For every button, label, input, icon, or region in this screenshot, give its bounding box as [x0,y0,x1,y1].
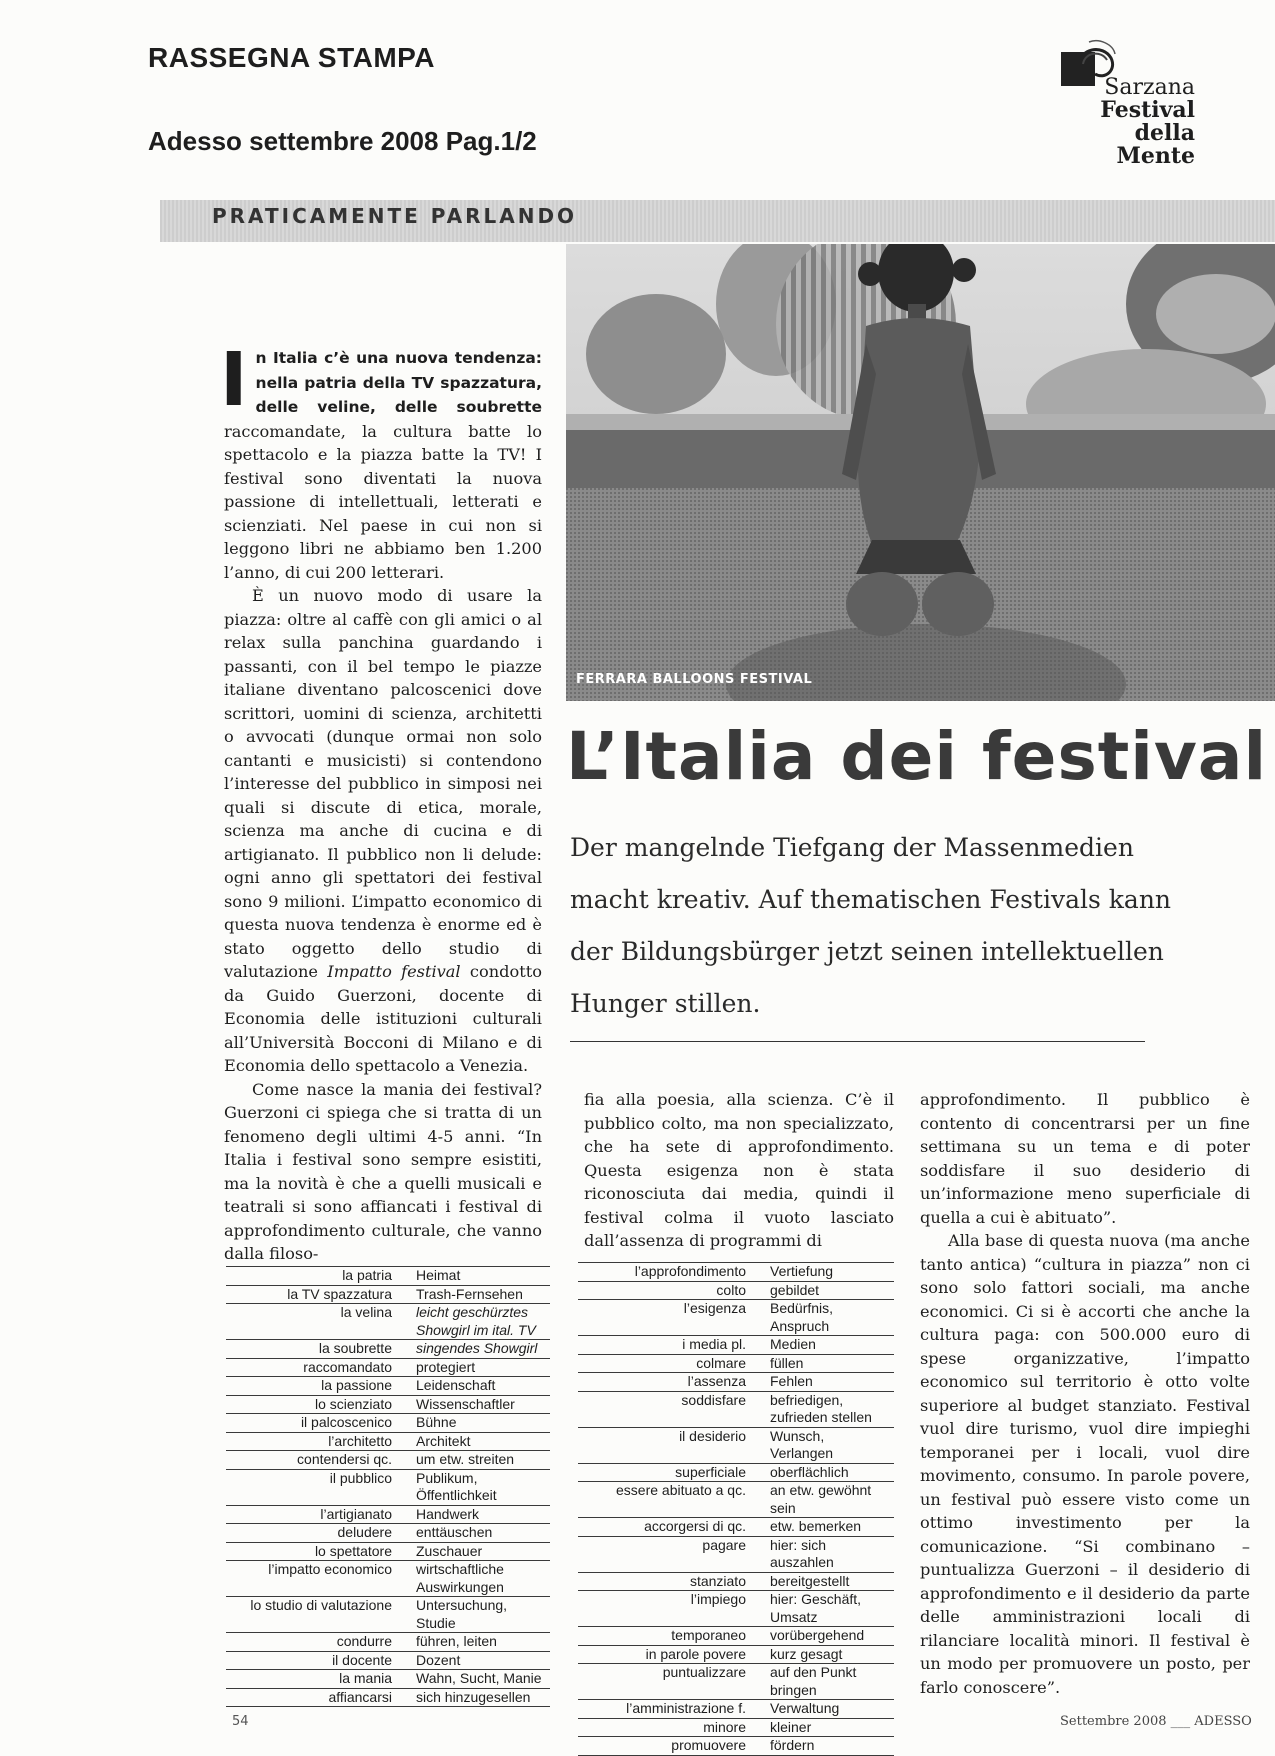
paragraph-1 [220,337,542,584]
glossary-term: l’impiego [578,1591,760,1627]
glossary-row [578,1281,894,1300]
glossary-row [578,1591,894,1627]
glossary-translation: wirtschaftliche Auswirkungen [406,1561,550,1597]
glossary-row [578,1391,894,1427]
glossary-term: l’assenza [578,1373,760,1392]
glossary-row [578,1263,894,1282]
glossary-translation: protegiert [406,1358,550,1377]
glossary-term: superficiale [578,1463,760,1482]
glossary-translation: Bedürfnis, Anspruch [760,1300,894,1336]
lead-text: n Italia c’è una nuova tendenza: nella patria della TV spazzatura, delle veline, delle soubrette [255,349,542,416]
glossary-row [226,1432,550,1451]
glossary-translation: Fehlen [760,1373,894,1392]
glossary-row [578,1627,894,1646]
photo-caption: FERRARA BALLOONS FESTIVAL [576,672,813,687]
glossary-translation: etw. bemerken [760,1518,894,1537]
glossary-term: minore [578,1718,760,1737]
glossary-row [578,1518,894,1537]
glossary-term: l’esigenza [578,1300,760,1336]
glossary-term: lo scienziato [226,1395,406,1414]
glossary-row [578,1463,894,1482]
glossary-translation: Wahn, Sucht, Manie [406,1670,550,1689]
glossary-translation: Heimat [406,1267,550,1286]
glossary-row [226,1505,550,1524]
glossary-row [578,1664,894,1700]
glossary-row [226,1524,550,1543]
glossary-term: l’impatto economico [226,1561,406,1597]
glossary-translation: Wunsch, Verlangen [760,1427,894,1463]
glossary-term: temporaneo [578,1627,760,1646]
glossary-translation: Bühne [406,1414,550,1433]
glossary-row [226,1451,550,1470]
glossary-translation: um etw. streiten [406,1451,550,1470]
glossary-term: l’artigianato [226,1505,406,1524]
glossary-translation: auf den Punkt bringen [760,1664,894,1700]
glossary-translation: gebildet [760,1281,894,1300]
glossary-term: pagare [578,1536,760,1572]
glossary-term: colto [578,1281,760,1300]
glossary-translation: kleiner [760,1718,894,1737]
glossary-term: colmare [578,1354,760,1373]
glossary-row [226,1304,550,1340]
glossary-row [226,1688,550,1707]
article-subheading: Der mangelnde Tiefgang der Massenmedien macht kreativ. Auf thematischen Festivals kann der Bildungsbürger jetzt seinen intellektuellen Hunger stillen. [570,833,1172,1018]
glossary-translation: Leidenschaft [406,1377,550,1396]
glossary-left [226,1266,550,1707]
subhead-divider [570,1041,1145,1042]
glossary-term: lo spettatore [226,1542,406,1561]
glossary-translation: befriedigen, zufrieden stellen [760,1391,894,1427]
glossary-row [578,1427,894,1463]
glossary-term: la soubrette [226,1340,406,1359]
glossary-term: il palcoscenico [226,1414,406,1433]
glossary-term: l’amministrazione f. [578,1700,760,1719]
glossary-row [226,1414,550,1433]
glossary-translation: sich hinzugesellen [406,1688,550,1707]
glossary-translation: vorübergehend [760,1627,894,1646]
logo-line-festival: Festival [1100,97,1195,123]
glossary-translation: an etw. gewöhnt sein [760,1482,894,1518]
glossary-row [578,1718,894,1737]
glossary-translation: oberflächlich [760,1463,894,1482]
article-column-3 [920,1088,1250,1699]
glossary-row [226,1542,550,1561]
glossary-row [226,1340,550,1359]
glossary-translation: Vertiefung [760,1263,894,1282]
glossary-term: stanziato [578,1572,760,1591]
study-title: Impatto festival [327,962,461,981]
glossary-term: l’approfondimento [578,1263,760,1282]
glossary-row [226,1395,550,1414]
glossary-translation: füllen [760,1354,894,1373]
glossary-row [578,1700,894,1719]
glossary-term: l’architetto [226,1432,406,1451]
glossary-row [578,1482,894,1518]
glossary-translation: Verwaltung [760,1700,894,1719]
press-review-title: RASSEGNA STAMPA [148,42,435,73]
glossary-term: deludere [226,1524,406,1543]
glossary-row [226,1597,550,1633]
glossary-row [226,1358,550,1377]
paragraph-2: È un nuovo modo di usare la piazza: oltre al caffè con gli amici o al relax sulla panchina guardando i passanti, con il bel tempo le piazze italiane diventano palcoscenici dove scrittori, uomini di scienza, architetti o avvocati (dunque ormai non solo cantanti e musicisti) si contendono l’interesse del pubblico in simposi nei quali si discute di etica, morale, scienza ma anche di cucina e di artigianato. Il pubblico non li delude: ogni anno gli spettatori dei festival sono 9 milioni. L’impatto economico di questa nuova tendenza è enorme ed è stato oggetto dello studio di valutazione Impatto festival condotto da Guido Guerzoni, docente di Economia delle istituzioni culturali all’Università Bocconi di Milano e di Economia dello spettacolo a Venezia. [224,586,542,1075]
glossary-row [578,1336,894,1355]
glossary-term: raccomandato [226,1358,406,1377]
glossary-translation: Architekt [406,1432,550,1451]
glossary-term: il pubblico [226,1469,406,1505]
glossary-translation: leicht geschürztes Showgirl im ital. TV [406,1304,550,1340]
glossary-row [226,1633,550,1652]
glossary-row [226,1377,550,1396]
glossary-term: puntualizzare [578,1664,760,1700]
glossary-row [578,1373,894,1392]
glossary-term: la TV spazzatura [226,1285,406,1304]
glossary-term: lo studio di valutazione [226,1597,406,1633]
glossary-term: soddisfare [578,1391,760,1427]
paragraph-3: Come nasce la mania dei festival? Guerzoni ci spiega che si tratta di un fenomeno degli ultimi 4-5 anni. “In Italia i festival sono sempre esistiti, ma la novità è che a quelli musicali e teatrali si sono affiancati i festival di approfondimento culturale, che vanno dalla filoso- [224,1079,542,1263]
glossary-translation: Trash-Fernsehen [406,1285,550,1304]
glossary-translation: Zuschauer [406,1542,550,1561]
glossary-term: il desiderio [578,1427,760,1463]
paragraph-col3-2: Alla base di questa nuova (ma anche tanto antica) “cultura in piazza” non ci sono solo fattori sociali, ma anche economici. Ci si è accorti che anche la cultura paga: con 500.000 euro di spese organizzative, l’impatto economico sul territorio è otto volte superiore al budget stanziato. Festival vuol dire turismo, vuol dire impieghi temporanei per i locali, vuol dire movimento, consumo. In parole povere, un festival può essere visto come un ottimo investimento per la comunicazione. “Si combinano – puntualizza Guerzoni – il desiderio di approfondimento e il desiderio da parte delle amministrazioni locali di rilanciare località minori. Il festival è un modo per promuovere un posto, per farlo conoscere”. [920,1231,1250,1697]
glossary-term: in parole povere [578,1645,760,1664]
logo-line-sarzana: Sarzana [1104,75,1195,100]
issue-reference: Adesso settembre 2008 Pag.1/2 [148,126,537,156]
glossary-translation: kurz gesagt [760,1645,894,1664]
glossary-row [578,1536,894,1572]
glossary-right [578,1262,894,1756]
glossary-term: la passione [226,1377,406,1396]
page-number: 54 [232,1714,249,1729]
glossary-translation: enttäuschen [406,1524,550,1543]
glossary-term: il docente [226,1651,406,1670]
glossary-row [578,1354,894,1373]
glossary-term: accorgersi di qc. [578,1518,760,1537]
glossary-row [578,1737,894,1756]
drop-cap: I [220,337,248,423]
glossary-row [226,1670,550,1689]
article-column-2: fia alla poesia, alla scienza. C’è il pubblico colto, ma non specializzato, che ha sete di approfondimento. Questa esigenza non è stata riconosciuta dai media, quindi il festival colma il vuoto lasciato dall’assenza di programmi di [584,1090,894,1250]
article-headline: L’Italia dei festival [566,718,1268,795]
glossary-translation: Wissenschaftler [406,1395,550,1414]
glossary-translation: hier: Geschäft, Umsatz [760,1591,894,1627]
glossary-row [578,1645,894,1664]
glossary-term: la patria [226,1267,406,1286]
glossary-row [226,1561,550,1597]
glossary-translation: führen, leiten [406,1633,550,1652]
glossary-translation: Untersuchung, Studie [406,1597,550,1633]
section-label: PRATICAMENTE PARLANDO [212,204,578,228]
paragraph-1-text: raccomandate, la cultura batte lo spettacolo e la piazza batte la TV! I festival sono diventati la nuova passione di intellettuali, letterati e scienziati. Nel paese in cui non si leggono libri ne abbiamo ben 1.200 l’anno, di cui 200 letterari. [224,421,542,582]
festival-logo [1055,30,1215,169]
glossary-translation: Publikum, Öffentlichkeit [406,1469,550,1505]
glossary-term: i media pl. [578,1336,760,1355]
glossary-row [226,1651,550,1670]
glossary-term: promuovere [578,1737,760,1756]
footer-issue: Settembre 2008 ___ ADESSO [1060,1714,1252,1729]
glossary-term: la mania [226,1670,406,1689]
glossary-row [578,1300,894,1336]
balloon-festival-photo [566,244,1275,701]
glossary-translation: singendes Showgirl [406,1340,550,1359]
glossary-row [226,1267,550,1286]
glossary-term: essere abituato a qc. [578,1482,760,1518]
glossary-translation: bereitgestellt [760,1572,894,1591]
glossary-term: affiancarsi [226,1688,406,1707]
glossary-row [578,1572,894,1591]
glossary-term: condurre [226,1633,406,1652]
glossary-translation: fördern [760,1737,894,1756]
glossary-translation: Medien [760,1336,894,1355]
glossary-term: la velina [226,1304,406,1340]
article-photo [566,244,1275,701]
glossary-translation: Dozent [406,1651,550,1670]
logo-line-mente: della Mente [1116,120,1195,169]
glossary-row [226,1285,550,1304]
glossary-row [226,1469,550,1505]
paragraph-col3-1: approfondimento. Il pubblico è contento di concentrarsi per un fine settimana su un tema e di poter soddisfare il suo desiderio di un’informazione meno superficiale di quella a cui è abituato”. [920,1090,1250,1227]
article-column-1 [220,337,542,1266]
glossary-translation: hier: sich auszahlen [760,1536,894,1572]
glossary-term: contendersi qc. [226,1451,406,1470]
glossary-translation: Handwerk [406,1505,550,1524]
